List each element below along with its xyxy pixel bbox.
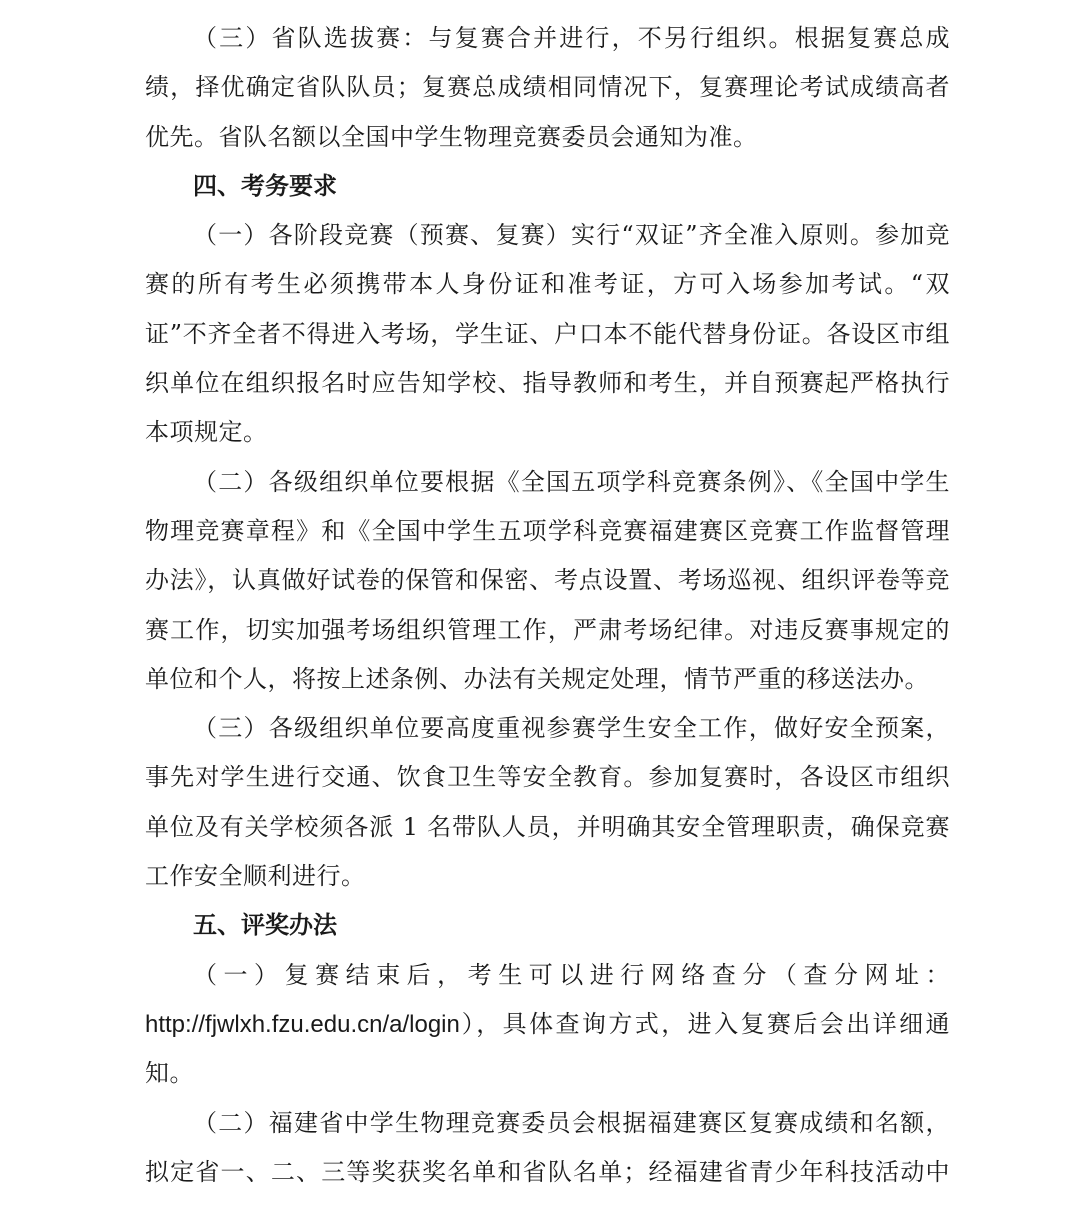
paragraph-award-list: （二）福建省中学生物理竞赛委员会根据福建赛区复赛成绩和名额，拟定省一、二、三等奖获奖名单和省队名单；经福建省青少年科技活动中 <box>145 1108 950 1186</box>
score-query-suffix: ），具体查询方式，进入复赛后会出详细通知。 <box>145 1009 950 1088</box>
paragraph-dual-certificate-rule: （一）各阶段竞赛（预赛、复赛）实行“双证”齐全准入原则。参加竞赛的所有考生必须携带本人身份证和准考证，方可入场参加考试。“双证”不齐全者不得进入考场，学生证、户口本不能代替身份证。各设区市组织单位在组织报名时应告知学校、指导教师和考生，并自预赛起严格执行本项规定。 <box>145 221 950 447</box>
paragraph-online-score-query <box>145 951 950 1099</box>
paragraph-provincial-team-selection: （三）省队选拔赛：与复赛合并进行，不另行组织。根据复赛总成绩，择优确定省队队员；复赛总成绩相同情况下，复赛理论考试成绩高者优先。省队名额以全国中学生物理竞赛委员会通知为准。 <box>145 24 950 151</box>
score-query-url: http://fjwlxh.fzu.edu.cn/a/login <box>145 1010 460 1038</box>
section-heading-award-methods: 五、评奖办法 <box>193 911 337 940</box>
section-heading-exam-requirements: 四、考务要求 <box>193 171 337 200</box>
paragraph-student-safety: （三）各级组织单位要高度重视参赛学生安全工作，做好安全预案，事先对学生进行交通、饮食卫生等安全教育。参加复赛时，各设区市组织单位及有关学校须各派 1 名带队人员，并明确其安全管理职责，确保竞赛工作安全顺利进行。 <box>145 714 950 891</box>
document-page <box>145 14 950 1197</box>
paragraph-organization-regulations: （二）各级组织单位要根据《全国五项学科竞赛条例》、《全国中学生物理竞赛章程》和《全国中学生五项学科竞赛福建赛区竞赛工作监督管理办法》，认真做好试卷的保管和保密、考点设置、考场巡视、组织评卷等竞赛工作，切实加强考场组织管理工作，严肃考场纪律。对违反赛事规定的单位和个人，将按上述条例、办法有关规定处理，情节严重的移送法办。 <box>145 467 950 693</box>
score-query-prefix: （一）复赛结束后，考生可以进行网络查分（查分网址： <box>193 960 950 989</box>
